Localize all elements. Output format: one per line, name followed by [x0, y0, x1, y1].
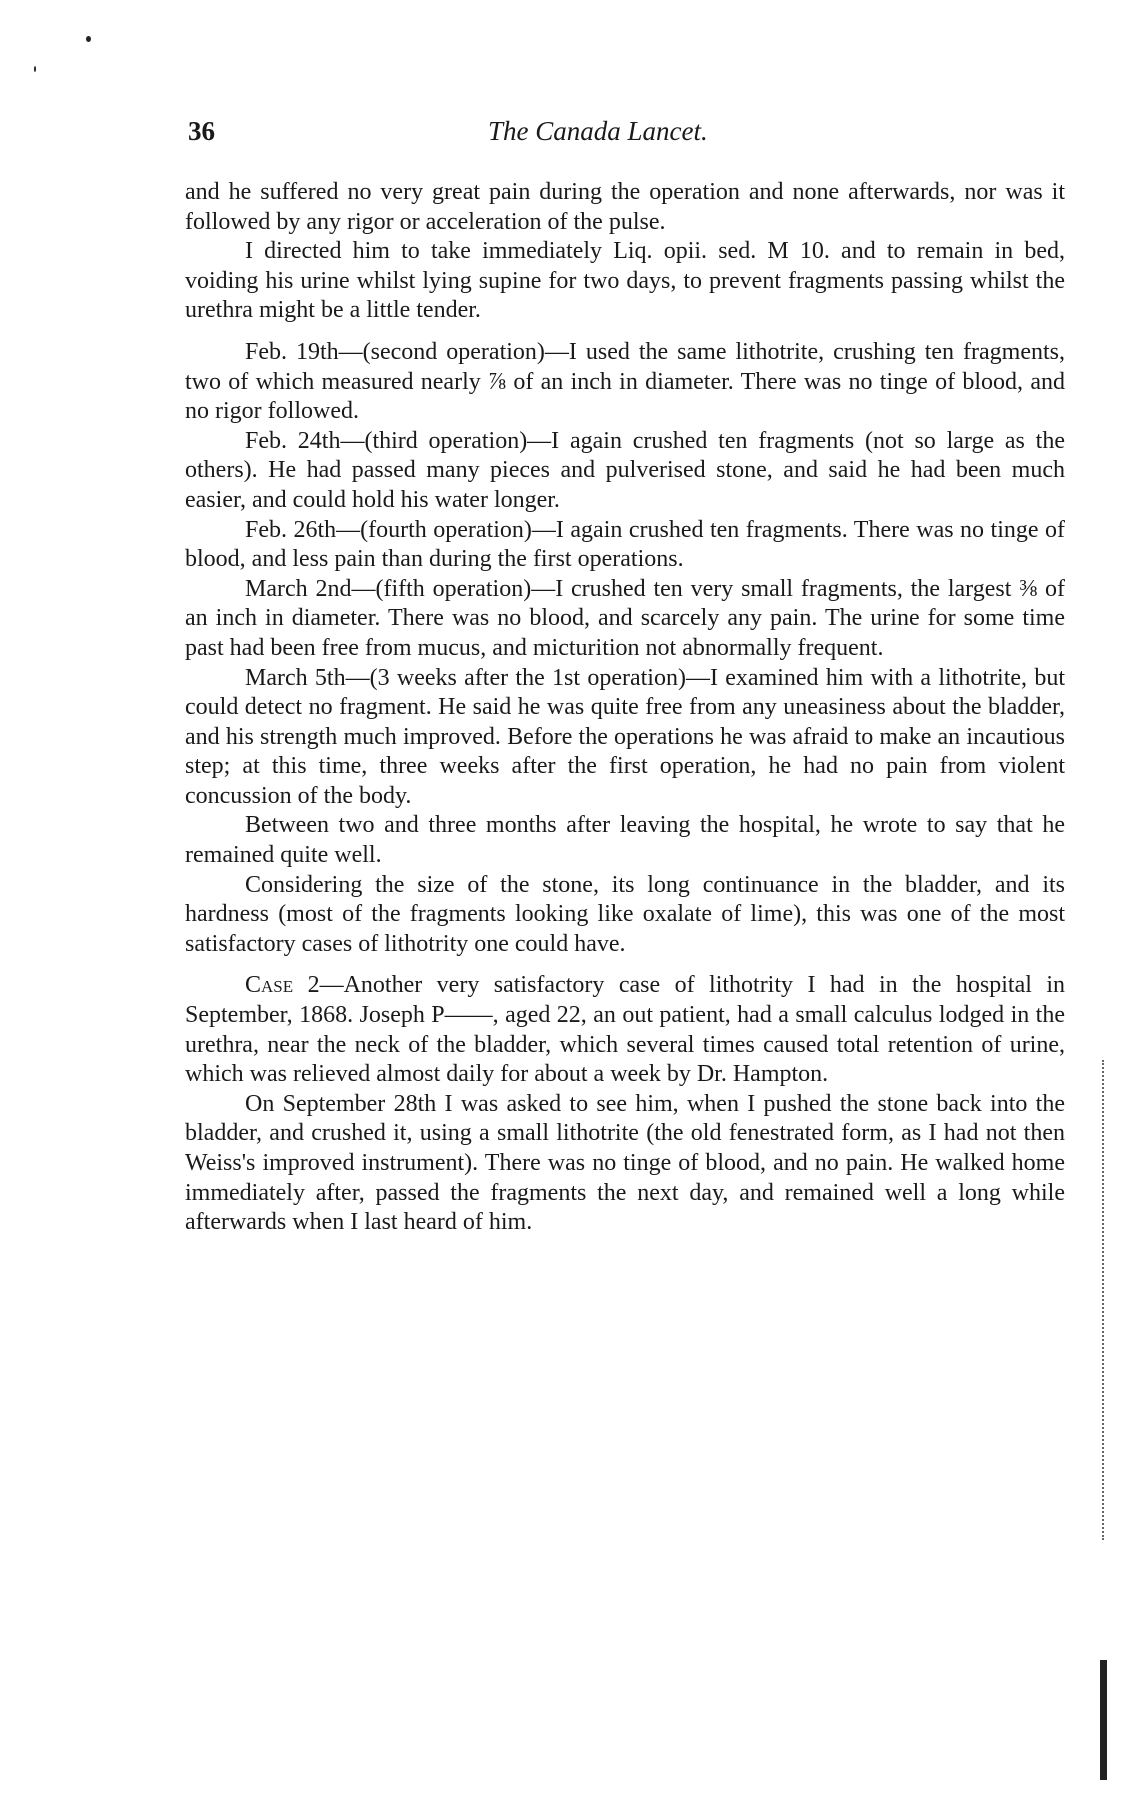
paragraph: Feb. 24th—(third operation)—I again crushed ten fragments (not so large as the others). He had passed many pieces and pulverised stone, and said he had been much easier, and could hold his water longer. [185, 427, 1065, 513]
print-speck [34, 66, 36, 72]
case-paragraph [185, 971, 1065, 1089]
paragraph: On September 28th I was asked to see him, when I pushed the stone back into the bladder, and crushed it, using a small lithotrite (the old fenestrated form, as I had not then Weiss's improved instrument). There was no tinge of blood, and no pain. He walked home immediately after, passed the fragments the next day, and remained well a long while afterwards when I last heard of him. [185, 1090, 1065, 1236]
page-number: 36 [188, 116, 215, 146]
scan-margin-marks [1090, 1020, 1120, 1780]
paragraph: Between two and three months after leaving the hospital, he wrote to say that he remained quite well. [185, 812, 1065, 869]
body-text [185, 178, 1065, 1238]
margin-dotted-line [1102, 1060, 1106, 1540]
paragraph: and he suffered no very great pain during the operation and none afterwards, nor was it followed by any rigor or acceleration of the pulse. [185, 179, 1065, 235]
paragraph: Feb. 26th—(fourth operation)—I again crushed ten fragments. There was no tinge of blood, and less pain than during the first operations. [185, 516, 1065, 573]
margin-binding-bar [1100, 1660, 1107, 1780]
paragraph: I directed him to take immediately Liq. opii. sed. M 10. and to remain in bed, voiding his urine whilst lying supine for two days, to prevent fragments passing whilst the urethra might be a little tender. [185, 238, 1065, 324]
page-header [188, 116, 1058, 150]
paragraph: Feb. 19th—(second operation)—I used the same lithotrite, crushing ten fragments, two of which measured nearly ⅞ of an inch in diameter. There was no tinge of blood, and no rigor followed. [185, 338, 1065, 425]
print-speck [86, 36, 91, 42]
paragraph: Considering the size of the stone, its long continuance in the bladder, and its hardness (most of the fragments looking like oxalate of lime), this was one of the most satisfactory cases of lithotrity one could have. [185, 871, 1065, 957]
paragraph: March 5th—(3 weeks after the 1st operation)—I examined him with a lithotrite, but could detect no fragment. He said he was quite free from any uneasiness about the bladder, and his strength much improved. Before the operations he was afraid to make an incautious step; at this time, three weeks after the first operation, he had no pain from violent concussion of the body. [185, 664, 1065, 809]
running-title: The Canada Lancet. [488, 116, 708, 146]
paragraph: March 2nd—(fifth operation)—I crushed ten very small fragments, the largest ⅜ of an inch in diameter. There was no blood, and scarcely any pain. The urine for some time past had been free from mucus, and micturition not abnormally frequent. [185, 575, 1065, 661]
case-text: Another very satisfactory case of lithotrity I had in the hospital in September, 1868. Joseph P——, aged 22, an out patient, had a small calculus lodged in the urethra, near the neck of the bladder, which several times caused total retention of urine, which was relieved almost daily for about a week by Dr. Hampton. [185, 972, 1066, 1088]
case-label: Case 2— [245, 972, 344, 999]
